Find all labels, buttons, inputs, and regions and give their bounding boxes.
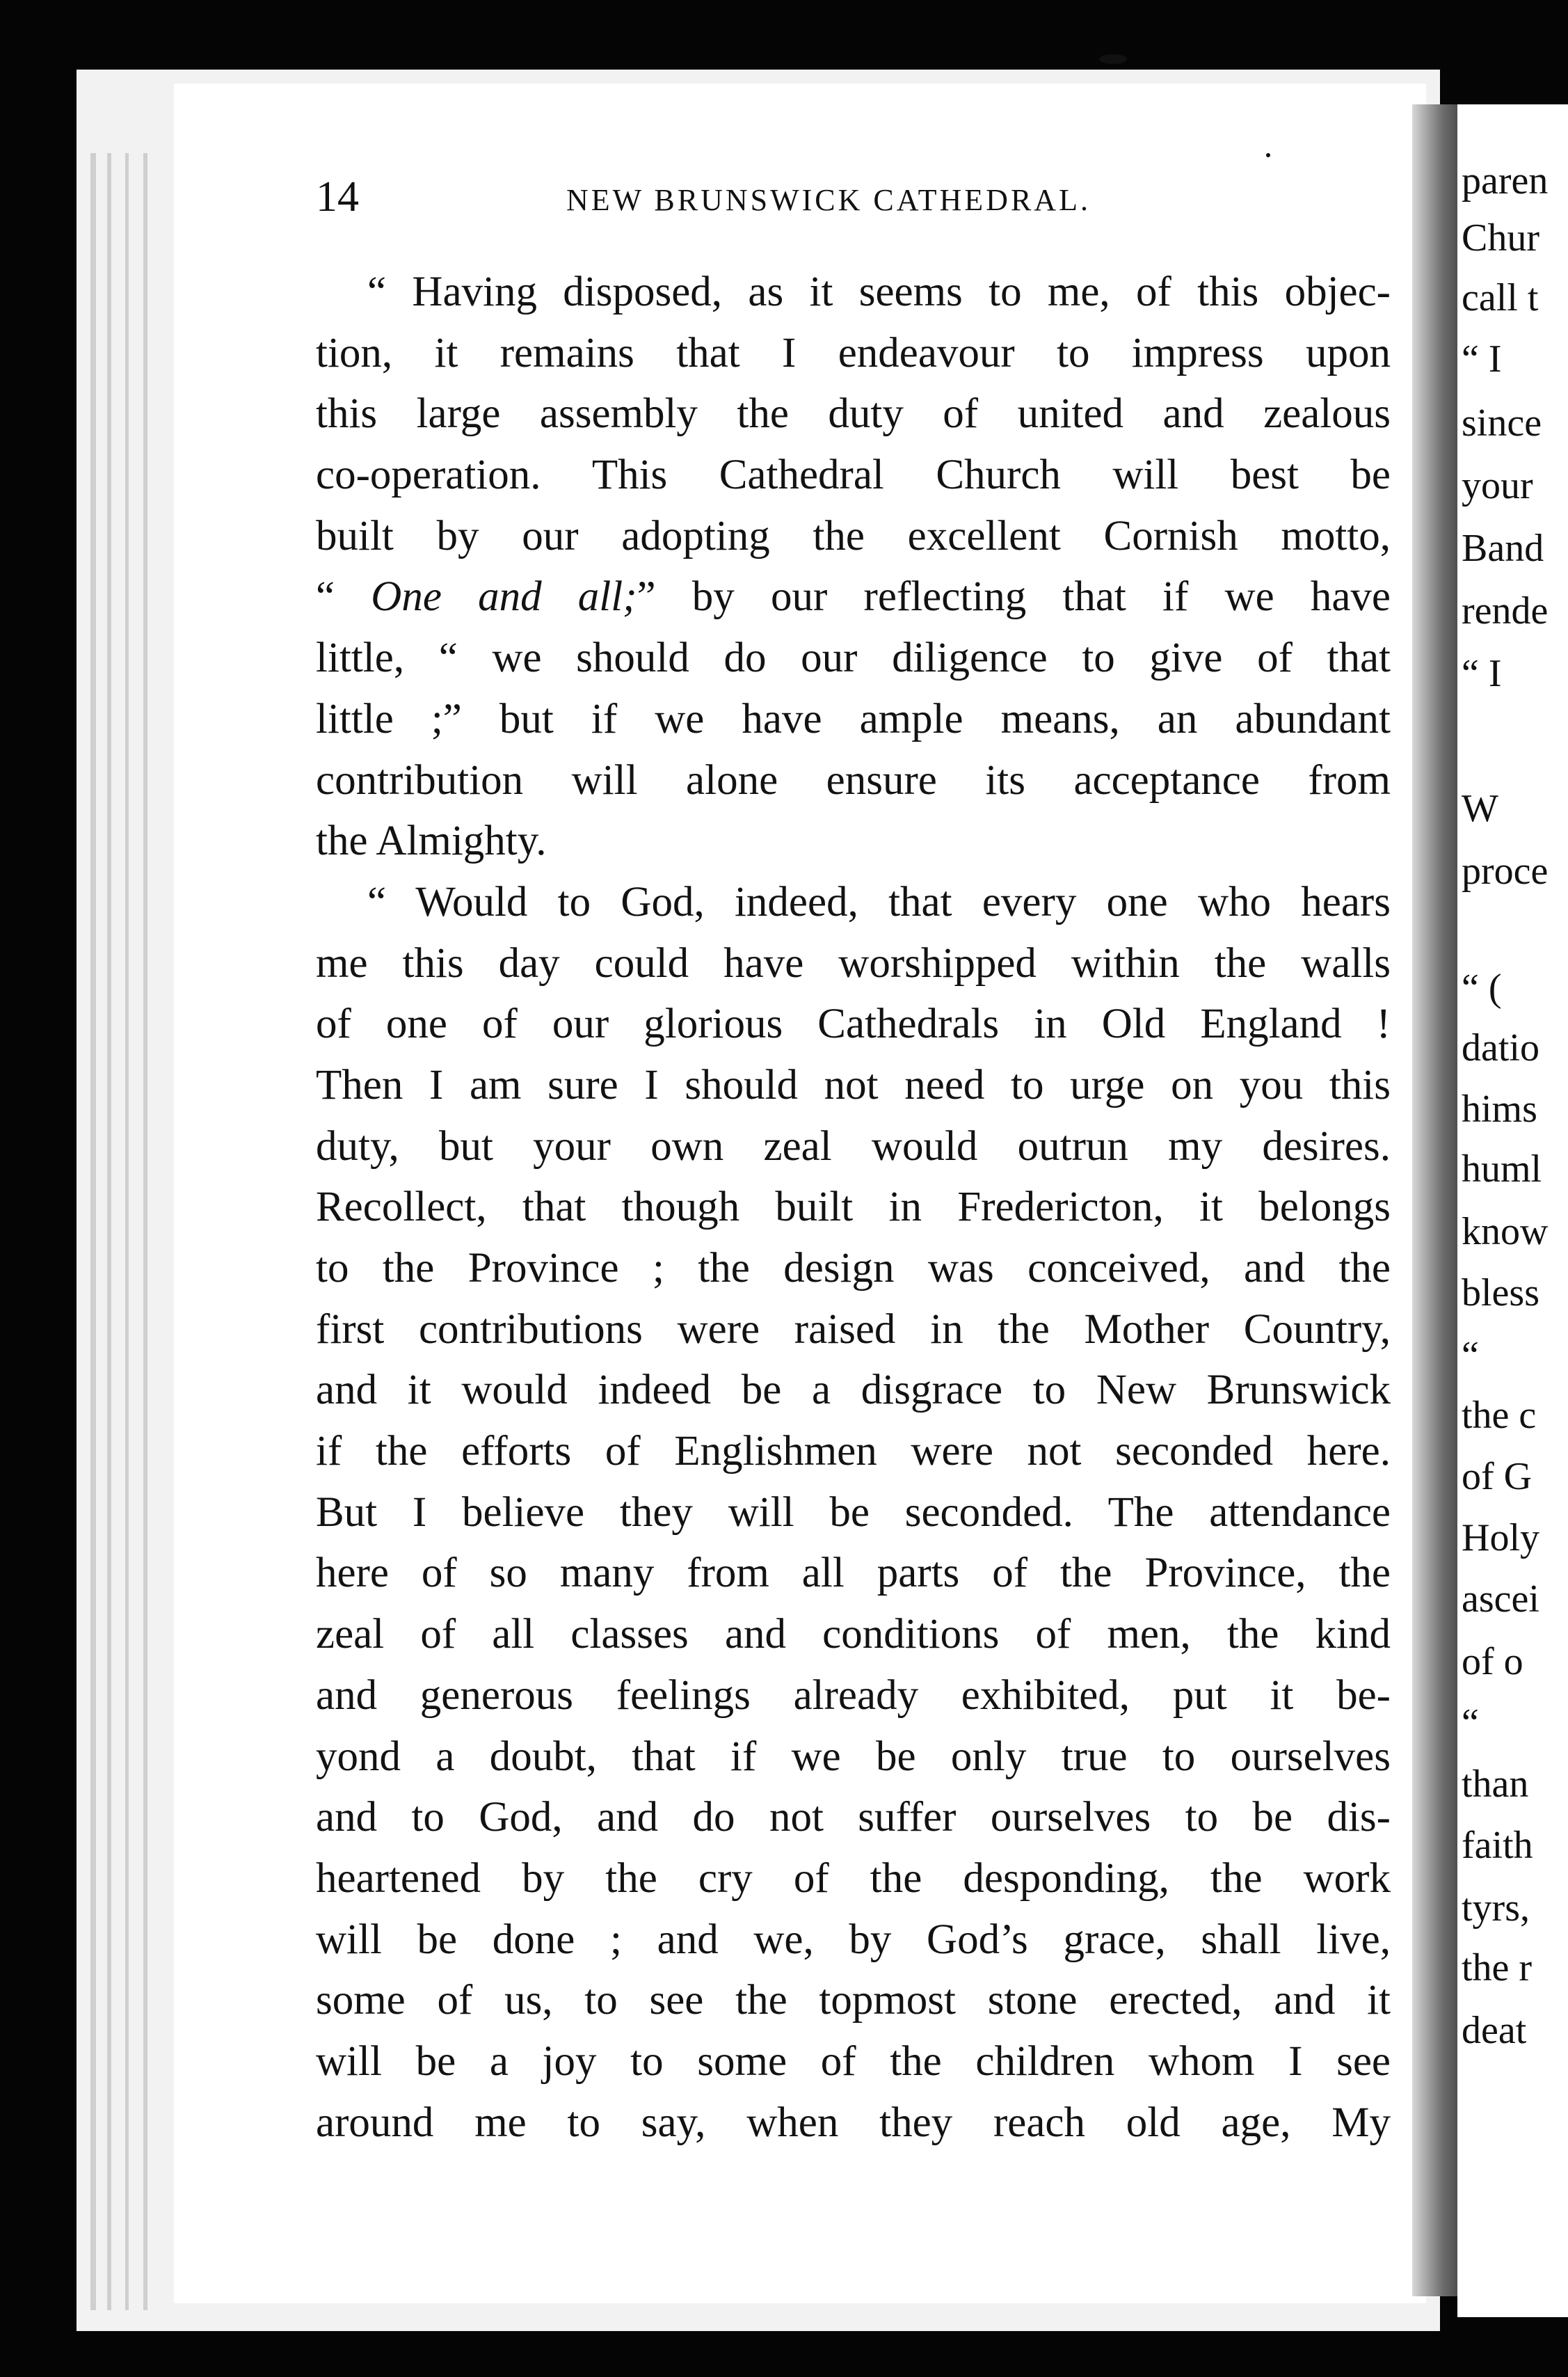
text-line: contribution will alone ensure its acceptance from (316, 756, 1391, 804)
facing-page-text: “ I (1462, 652, 1502, 695)
text-line: and to God, and do not suffer ourselves to be dis- (316, 1794, 1391, 1841)
facing-page-text: the c (1462, 1394, 1537, 1437)
facing-page-text: deat (1462, 2009, 1527, 2052)
facing-page-text: call t (1462, 276, 1539, 319)
text-line: co-operation. This Cathedral Church will best be (316, 452, 1391, 499)
text-line: heartened by the cry of the desponding, the work (316, 1854, 1391, 1902)
facing-page-text: since (1462, 402, 1542, 445)
text-line: “ Would to God, indeed, that every one who hears (367, 878, 1391, 925)
scan-speck (1099, 54, 1127, 64)
text-line: will be done ; and we, by God’s grace, shall live, (316, 1916, 1391, 1963)
facing-page-text: rende (1462, 589, 1549, 633)
body-text (316, 262, 1391, 2153)
facing-page-text: Holy (1462, 1516, 1539, 1559)
text-line: yond a doubt, that if we be only true to ourselves (316, 1733, 1391, 1780)
text-line: this large assembly the duty of united and zealous (316, 390, 1391, 438)
text-line: of one of our glorious Cathedrals in Old England ! (316, 1001, 1391, 1048)
text-line: will be a joy to some of the children whom I see (316, 2037, 1391, 2085)
text-line: “ Having disposed, as it seems to me, of this objec- (367, 269, 1391, 315)
text-line: if the efforts of Englishmen were not seconded here. (316, 1428, 1391, 1475)
page-edge (143, 153, 147, 2310)
page-edge (125, 153, 129, 2310)
facing-page-text: of G (1462, 1455, 1533, 1498)
facing-page-text: paren (1462, 159, 1549, 202)
text-line: first contributions were raised in the Mother Country, (316, 1305, 1391, 1353)
scan-speck (1266, 153, 1270, 157)
facing-page-text: datio (1462, 1026, 1539, 1070)
text-line: tion, it remains that I endeavour to impress upon (316, 329, 1391, 376)
text-line: Recollect, that though built in Fredericton, it belongs (316, 1184, 1391, 1231)
facing-page-text: huml (1462, 1147, 1542, 1191)
text-line: Then I am sure I should not need to urge on you this (316, 1061, 1391, 1108)
page-header (316, 173, 1394, 221)
facing-page-text: hims (1462, 1088, 1537, 1131)
facing-page-text: tyrs, (1462, 1886, 1530, 1930)
page-edge (107, 153, 111, 2310)
text-line: zeal of all classes and conditions of men, the kind (316, 1611, 1391, 1658)
facing-page-text: “ ( (1462, 967, 1502, 1010)
text-line: little, “ we should do our diligence to give of that (316, 635, 1391, 682)
facing-page-text: Chur (1462, 216, 1539, 260)
facing-page-fragment (1457, 104, 1568, 2317)
facing-page-text: W (1462, 787, 1498, 830)
facing-page-text: your (1462, 464, 1533, 507)
facing-page-text: than (1462, 1763, 1529, 1806)
running-title: NEW BRUNSWICK CATHEDRAL. (566, 183, 1091, 217)
italic-phrase: One and all; (371, 573, 637, 621)
facing-page-text: the r (1462, 1946, 1533, 1989)
text-line: me this day could have worshipped within the walls (316, 939, 1391, 987)
facing-page-text: proce (1462, 850, 1549, 893)
text-line-motto: “ One and all;” by our reflecting that if we have (316, 573, 1391, 621)
page-number: 14 (316, 173, 359, 221)
text-line: and it would indeed be a disgrace to New Brunswick (316, 1367, 1391, 1414)
text-line: duty, but your own zeal would outrun my desires. (316, 1122, 1391, 1170)
text-line: little ;” but if we have ample means, an abundant (316, 695, 1391, 742)
facing-page-text: bless (1462, 1271, 1539, 1314)
facing-page-text: ascei (1462, 1577, 1539, 1621)
text-line: and generous feelings already exhibited, put it be- (316, 1671, 1391, 1719)
facing-page-text: know (1462, 1210, 1549, 1253)
facing-page-text: faith (1462, 1824, 1533, 1867)
text-line: some of us, to see the topmost stone erected, and it (316, 1977, 1391, 2024)
text-line: to the Province ; the design was conceived, and the (316, 1245, 1391, 1291)
page-edge (90, 153, 96, 2310)
text-line: But I believe they will be seconded. The attendance (316, 1488, 1391, 1536)
text-line: built by our adopting the excellent Cornish motto, (316, 512, 1391, 559)
text-line: the Almighty. (316, 818, 547, 865)
facing-page-text: “ I (1462, 337, 1502, 381)
text-line: around me to say, when they reach old age, My (316, 2099, 1391, 2146)
facing-page-text: “ (1462, 1334, 1479, 1377)
facing-page-text: Band (1462, 527, 1544, 570)
facing-page-text: of o (1462, 1640, 1523, 1683)
text-line: here of so many from all parts of the Province, the (316, 1550, 1391, 1597)
facing-page-text: “ (1462, 1701, 1479, 1744)
